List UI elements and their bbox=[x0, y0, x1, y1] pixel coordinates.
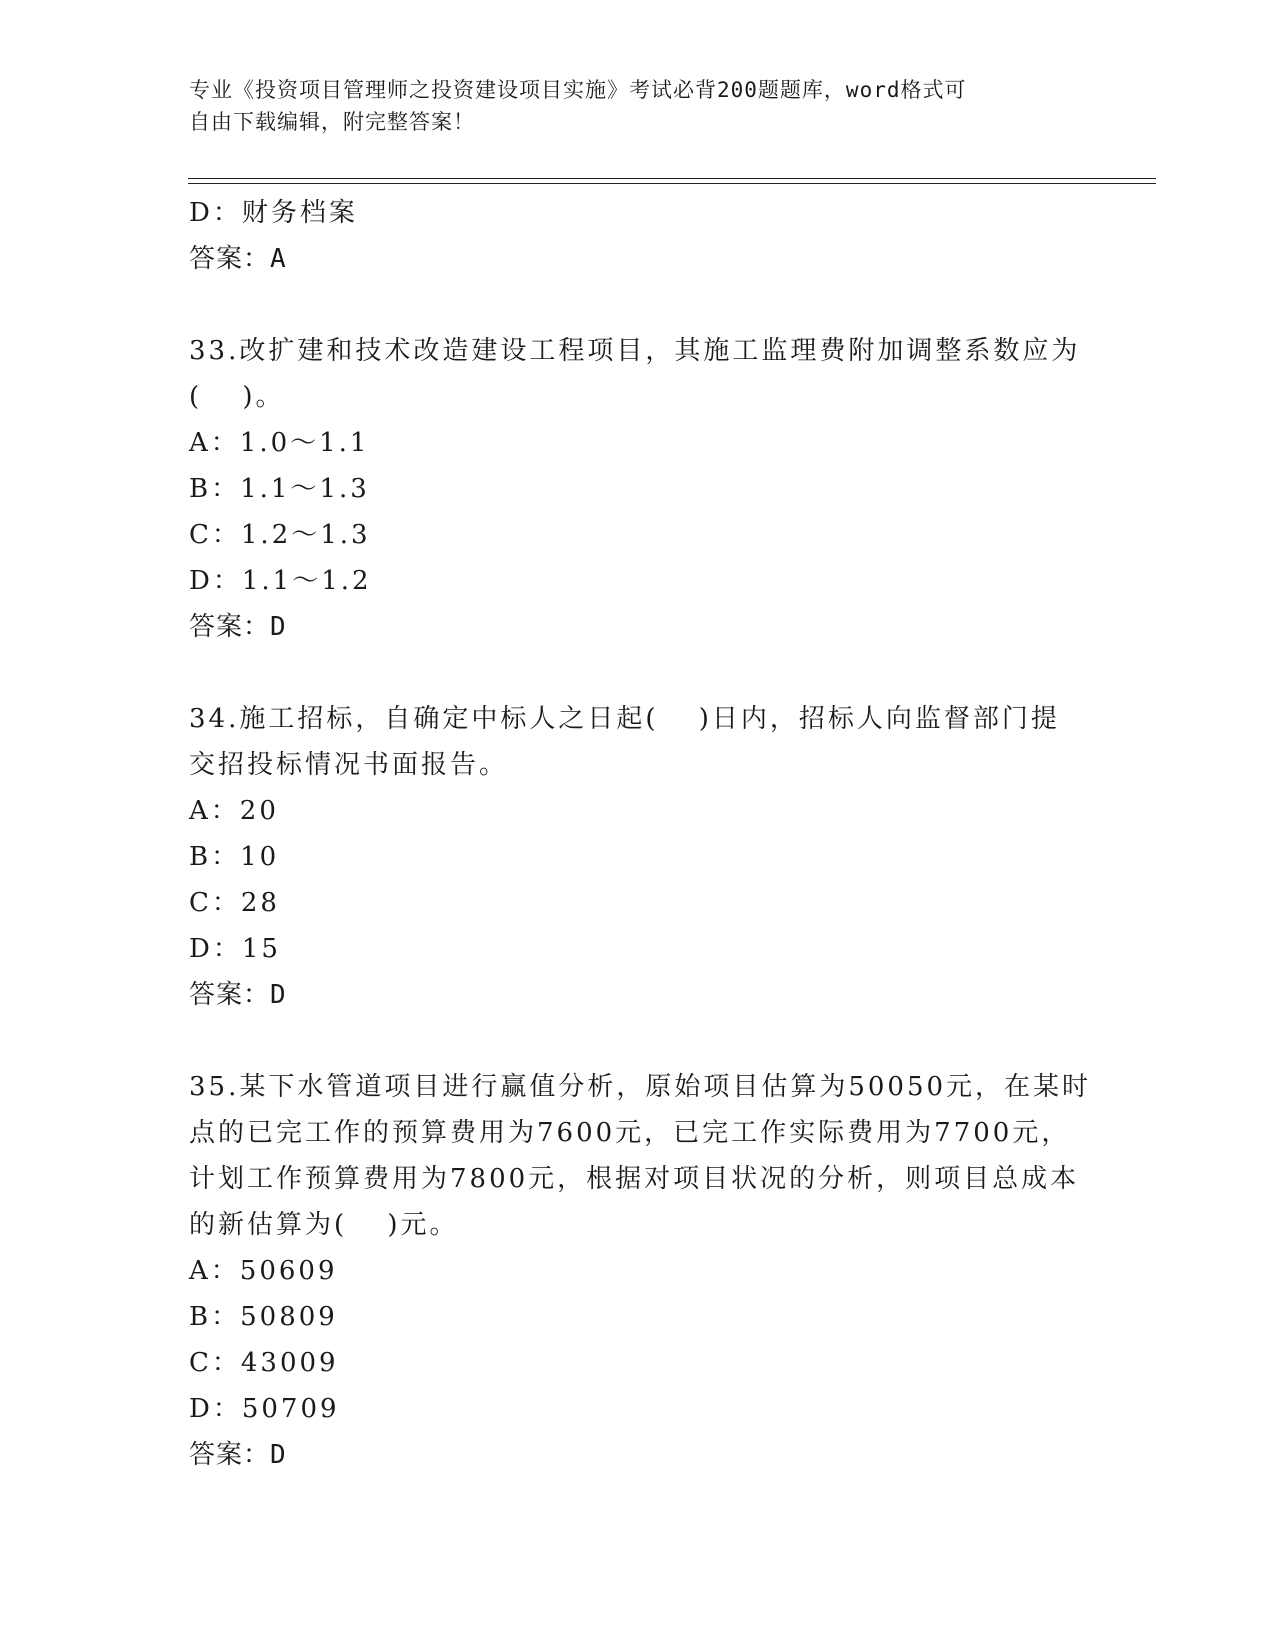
answer-line: 答案：D bbox=[189, 980, 287, 1010]
option-b: B：50809 bbox=[189, 1302, 338, 1332]
question-stem-line: ( )。 bbox=[189, 382, 285, 412]
option-d: D：1.1～1.2 bbox=[189, 566, 372, 596]
prev-answer: 答案：A bbox=[189, 244, 287, 274]
option-c: C：43009 bbox=[189, 1348, 339, 1378]
question-list bbox=[189, 190, 1092, 1478]
question-stem-line: 35.某下水管道项目进行赢值分析，原始项目估算为50050元，在某时 bbox=[189, 1072, 1092, 1102]
answer-line: 答案：D bbox=[189, 612, 287, 642]
answer-line: 答案：D bbox=[189, 1440, 287, 1470]
option-c: C：1.2～1.3 bbox=[189, 520, 371, 550]
option-d: D：50709 bbox=[189, 1394, 340, 1424]
question-stem-line: 点的已完工作的预算费用为7600元，已完工作实际费用为7700元， bbox=[189, 1118, 1071, 1148]
question-stem-line: 33.改扩建和技术改造建设工程项目，其施工监理费附加调整系数应为 bbox=[189, 336, 1081, 366]
option-a: A：20 bbox=[189, 796, 279, 826]
header-divider-bottom bbox=[188, 183, 1156, 184]
header-divider-top bbox=[188, 178, 1156, 179]
question-block bbox=[189, 328, 1089, 650]
document-header bbox=[189, 74, 1069, 138]
header-line-1: 专业《投资项目管理师之投资建设项目实施》考试必背200题题库，word格式可 bbox=[189, 78, 967, 102]
option-a: A：1.0～1.1 bbox=[189, 428, 370, 458]
question-stem-line: 交招投标情况书面报告。 bbox=[189, 750, 509, 780]
option-a: A：50609 bbox=[189, 1256, 338, 1286]
question-block bbox=[189, 1064, 1092, 1478]
spacer bbox=[189, 1018, 1089, 1064]
question-stem-line: 34.施工招标，自确定中标人之日起( )日内，招标人向监督部门提 bbox=[189, 704, 1060, 734]
spacer bbox=[189, 282, 1089, 328]
header-line-2: 自由下载编辑，附完整答案！ bbox=[189, 110, 475, 134]
option-b: B：10 bbox=[189, 842, 280, 872]
option-b: B：1.1～1.3 bbox=[189, 474, 370, 504]
question-stem-line: 的新估算为( )元。 bbox=[189, 1210, 459, 1240]
prev-option-d: D：财务档案 bbox=[189, 198, 358, 228]
spacer bbox=[189, 650, 1089, 696]
option-d: D：15 bbox=[189, 934, 281, 964]
question-stem-line: 计划工作预算费用为7800元，根据对项目状况的分析，则项目总成本 bbox=[189, 1164, 1080, 1194]
question-block bbox=[189, 696, 1089, 1018]
option-c: C：28 bbox=[189, 888, 280, 918]
